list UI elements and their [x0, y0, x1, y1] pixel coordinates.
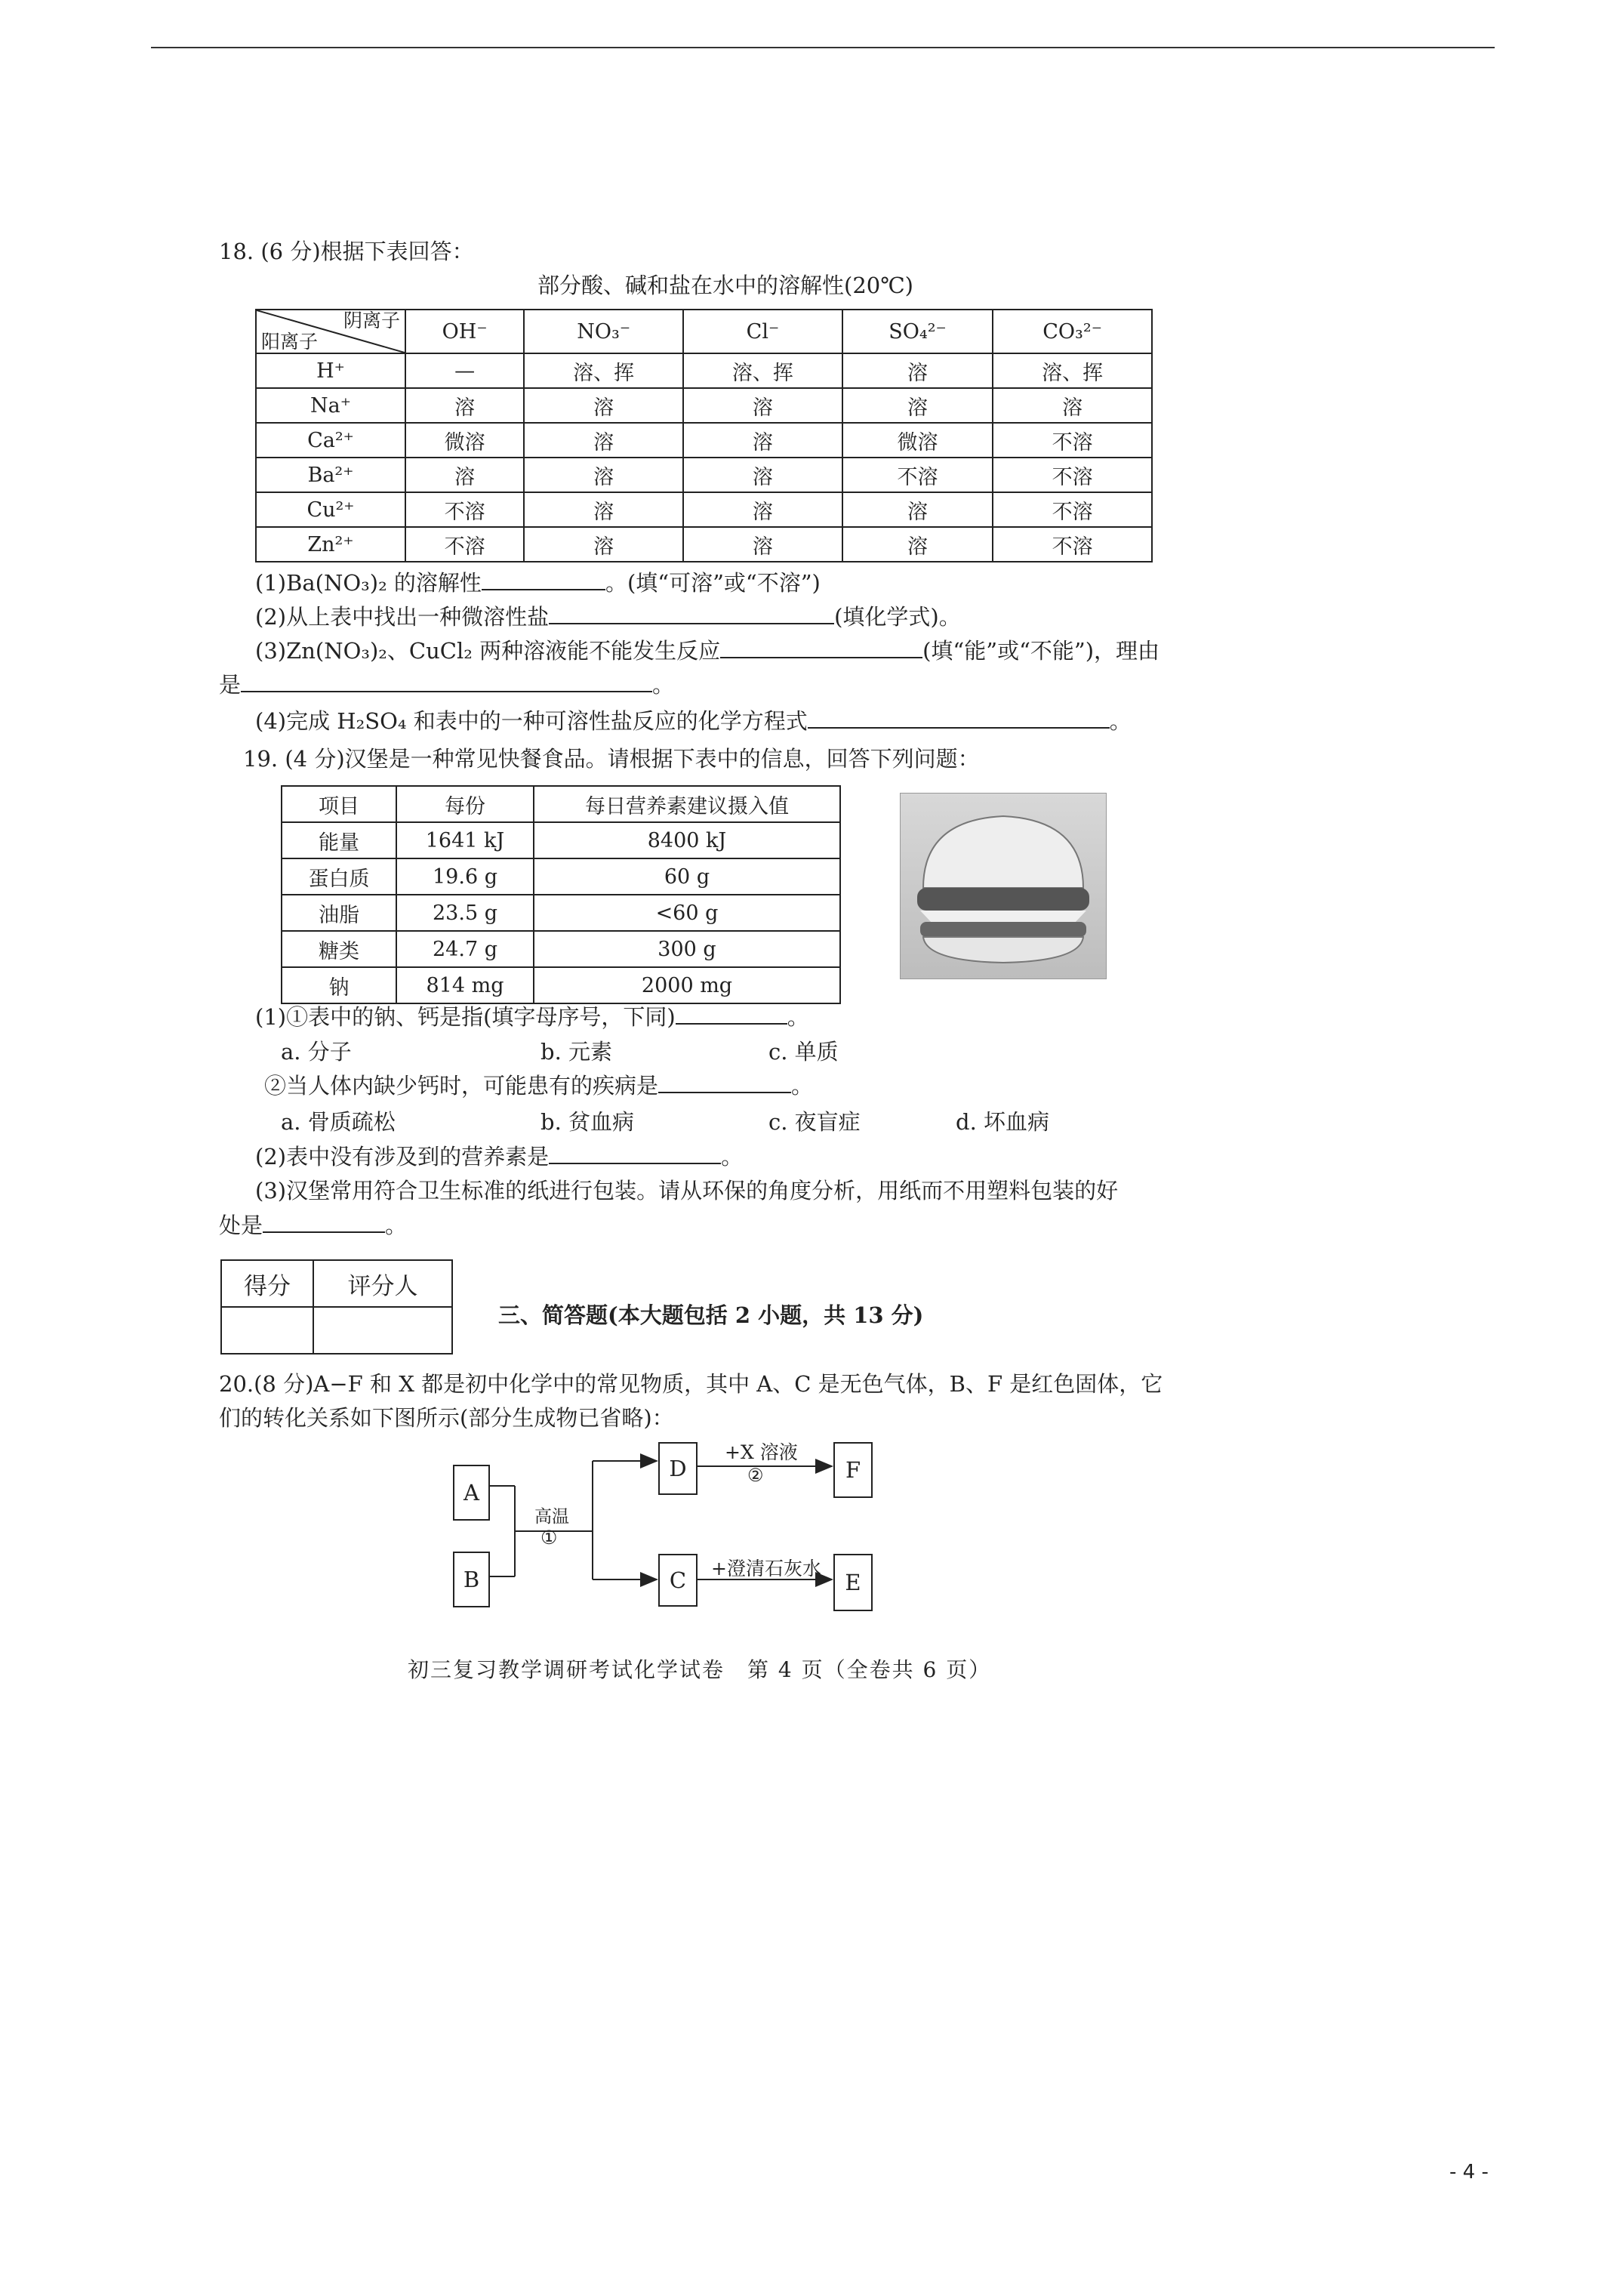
q18-part2	[255, 602, 961, 632]
table-cell: 溶	[683, 527, 842, 562]
table-row	[256, 388, 1152, 423]
table-cell: 溶	[842, 492, 993, 527]
anion-header: Cl⁻	[683, 310, 842, 353]
answer-blank[interactable]	[676, 1002, 787, 1025]
q18-table-title: 部分酸、碱和盐在水中的溶解性(20℃)	[537, 273, 913, 298]
column-header: 每日营养素建议摄入值	[534, 786, 840, 822]
table-cell: 溶、挥	[683, 353, 842, 388]
score-header-row	[221, 1260, 452, 1307]
table-cell: 溶	[524, 388, 683, 423]
table-cell: 溶	[405, 458, 524, 492]
table-row	[256, 492, 1152, 527]
table-cell: 溶	[842, 353, 993, 388]
table-row	[256, 527, 1152, 562]
table-cell: 溶	[683, 423, 842, 458]
q18-part3-reason-text: 是	[219, 672, 242, 698]
q18-stem: 18. (6 分)根据下表回答：	[219, 239, 474, 264]
page-number: - 4 -	[1449, 2161, 1489, 2184]
table-cell: 溶	[683, 388, 842, 423]
answer-blank[interactable]	[263, 1210, 385, 1233]
node-b: B	[453, 1552, 490, 1607]
q18-part1-text: (1)Ba(NO₃)₂ 的溶解性	[255, 570, 482, 596]
node-f: F	[833, 1442, 873, 1498]
table-row	[282, 967, 840, 1003]
q20-line2: 们的转化关系如下图所示(部分生成物已省略)：	[219, 1405, 674, 1431]
table-cell: 8400 kJ	[534, 822, 840, 858]
corner-cation-label: 阳离子	[261, 331, 319, 353]
score-input-row	[221, 1307, 452, 1354]
cation-cell: Ba²⁺	[256, 458, 405, 492]
section-3-heading: 三、简答题(本大题包括 2 小题，共 13 分)	[498, 1302, 924, 1328]
q18-part3	[255, 636, 1160, 666]
table-cell: 微溶	[842, 423, 993, 458]
table-cell: 不溶	[405, 492, 524, 527]
q18-part4	[255, 706, 1132, 736]
table-cell: 溶	[524, 458, 683, 492]
table-cell: 糖类	[282, 931, 396, 967]
solubility-table	[255, 309, 1153, 562]
table-cell: 不溶	[993, 458, 1152, 492]
column-header: 项目	[282, 786, 396, 822]
q19-part1b	[264, 1071, 813, 1101]
cation-cell: Zn²⁺	[256, 527, 405, 562]
table-cell: 微溶	[405, 423, 524, 458]
table-cell: 钠	[282, 967, 396, 1003]
table-cell: 溶	[683, 492, 842, 527]
column-header: 每份	[396, 786, 534, 822]
flow-diagram	[445, 1442, 898, 1638]
table-cell: 23.5 g	[396, 895, 534, 931]
answer-blank[interactable]	[241, 670, 652, 692]
q18-part1	[255, 568, 821, 598]
table-row	[256, 458, 1152, 492]
table-cell: 溶、挥	[524, 353, 683, 388]
score-label: 得分	[221, 1260, 313, 1307]
nutrition-header-row	[282, 786, 840, 822]
q19-part1-text: (1)①表中的钠、钙是指(填字母序号，下同)	[255, 1004, 676, 1030]
table-cell: 24.7 g	[396, 931, 534, 967]
q18-part3-end: 。	[652, 672, 675, 698]
table-cell: 溶	[683, 458, 842, 492]
table-row	[256, 423, 1152, 458]
table-cell: 溶	[524, 492, 683, 527]
q19-part1b-option-d[interactable]: d. 坏血病	[956, 1109, 1050, 1135]
q18-part1-hint: 。(填“可溶”或“不溶”)	[605, 570, 821, 596]
grader-cell[interactable]	[313, 1307, 452, 1354]
table-cell: 蛋白质	[282, 858, 396, 895]
q19-part1b-end: 。	[791, 1073, 814, 1099]
table-cell: 溶	[842, 527, 993, 562]
q19-part3-cont-text: 处是	[219, 1213, 263, 1238]
q19-part1	[255, 1002, 809, 1032]
table-cell: 不溶	[842, 458, 993, 492]
anion-header: NO₃⁻	[524, 310, 683, 353]
q18-part4-end: 。	[1109, 708, 1132, 734]
table-cell: 溶、挥	[993, 353, 1152, 388]
page-footer: 初三复习教学调研考试化学试卷 第 4 页（全卷共 6 页）	[408, 1657, 992, 1682]
solubility-header-row	[256, 310, 1152, 353]
table-cell: 能量	[282, 822, 396, 858]
anion-header: SO₄²⁻	[842, 310, 993, 353]
nutrition-table	[281, 785, 841, 1004]
q18-part3-text: (3)Zn(NO₃)₂、CuCl₂ 两种溶液能不能发生反应	[255, 638, 721, 664]
answer-blank[interactable]	[549, 602, 834, 624]
cation-cell: Ca²⁺	[256, 423, 405, 458]
score-cell[interactable]	[221, 1307, 313, 1354]
q19-part1b-option-c[interactable]: c. 夜盲症	[768, 1109, 861, 1135]
table-row	[256, 353, 1152, 388]
anion-header: CO₃²⁻	[993, 310, 1152, 353]
table-row	[282, 931, 840, 967]
q18-part3-reason	[219, 670, 674, 700]
q18-part3-hint: (填“能”或“不能”)，理由	[922, 638, 1160, 664]
top-rule	[151, 47, 1495, 48]
table-row	[282, 822, 840, 858]
cation-cell: Na⁺	[256, 388, 405, 423]
answer-blank[interactable]	[482, 568, 605, 590]
q19-part2-text: (2)表中没有涉及到的营养素是	[255, 1144, 550, 1170]
cation-cell: Cu²⁺	[256, 492, 405, 527]
node-d: D	[658, 1442, 698, 1495]
condition-1-number: ①	[540, 1527, 558, 1549]
q19-part1-option-a[interactable]: a. 分子	[281, 1039, 352, 1065]
table-cell: —	[405, 353, 524, 388]
table-cell: 溶	[842, 388, 993, 423]
q19-part1b-text: ②当人体内缺少钙时，可能患有的疾病是	[264, 1073, 659, 1099]
q19-part3: (3)汉堡常用符合卫生标准的纸进行包装。请从环保的角度分析，用纸而不用塑料包装的好	[255, 1178, 1119, 1203]
table-cell: 溶	[993, 388, 1152, 423]
cation-cell: H⁺	[256, 353, 405, 388]
score-table	[220, 1259, 453, 1354]
table-cell: 1641 kJ	[396, 822, 534, 858]
table-cell: 不溶	[993, 527, 1152, 562]
table-cell: 不溶	[993, 423, 1152, 458]
q19-part3-end: 。	[385, 1213, 408, 1238]
q19-part1b-option-a[interactable]: a. 骨质疏松	[281, 1109, 396, 1135]
hamburger-image	[900, 793, 1107, 979]
q19-part2-end: 。	[721, 1144, 744, 1170]
q20-line1: 20.(8 分)A−F 和 X 都是初中化学中的常见物质，其中 A、C 是无色气体，B、F 是红色固体，它	[219, 1371, 1163, 1397]
table-cell: 300 g	[534, 931, 840, 967]
table-cell: 不溶	[405, 527, 524, 562]
node-a: A	[453, 1465, 490, 1521]
table-cell: 19.6 g	[396, 858, 534, 895]
q18-part2-text: (2)从上表中找出一种微溶性盐	[255, 604, 550, 630]
table-cell: 溶	[524, 527, 683, 562]
table-cell: 油脂	[282, 895, 396, 931]
q19-part1-option-b[interactable]: b. 元素	[540, 1039, 613, 1065]
table-row	[282, 895, 840, 931]
condition-2-number: ②	[747, 1465, 764, 1486]
table-cell: 溶	[405, 388, 524, 423]
answer-blank[interactable]	[549, 1142, 721, 1164]
node-c: C	[658, 1554, 698, 1607]
q18-part4-text: (4)完成 H₂SO₄ 和表中的一种可溶性盐反应的化学方程式	[255, 708, 808, 734]
corner-anion-label: 阴离子	[343, 310, 400, 331]
grader-label: 评分人	[313, 1260, 452, 1307]
hamburger-icon	[901, 794, 1106, 978]
q19-part1b-option-b[interactable]: b. 贫血病	[540, 1109, 635, 1135]
table-cell: 814 mg	[396, 967, 534, 1003]
corner-cell	[256, 310, 405, 353]
q19-part1-option-c[interactable]: c. 单质	[768, 1039, 839, 1065]
condition-1-label: 高温	[534, 1507, 569, 1527]
q19-part1-end: 。	[787, 1004, 809, 1030]
answer-blank[interactable]	[720, 636, 922, 658]
table-cell: 不溶	[993, 492, 1152, 527]
table-row	[282, 858, 840, 895]
answer-blank[interactable]	[658, 1071, 791, 1093]
anion-header: OH⁻	[405, 310, 524, 353]
table-cell: <60 g	[534, 895, 840, 931]
q19-part2	[255, 1142, 743, 1172]
condition-3-label: +澄清石灰水	[711, 1558, 821, 1579]
condition-2-label: +X 溶液	[725, 1441, 798, 1463]
table-cell: 溶	[524, 423, 683, 458]
q19-part3-cont	[219, 1210, 407, 1240]
node-e: E	[833, 1554, 873, 1611]
q19-stem: 19. (4 分)汉堡是一种常见快餐食品。请根据下表中的信息，回答下列问题：	[243, 746, 980, 772]
table-cell: 60 g	[534, 858, 840, 895]
q18-part2-hint: (填化学式)。	[834, 604, 961, 630]
answer-blank[interactable]	[808, 706, 1110, 729]
table-cell: 2000 mg	[534, 967, 840, 1003]
